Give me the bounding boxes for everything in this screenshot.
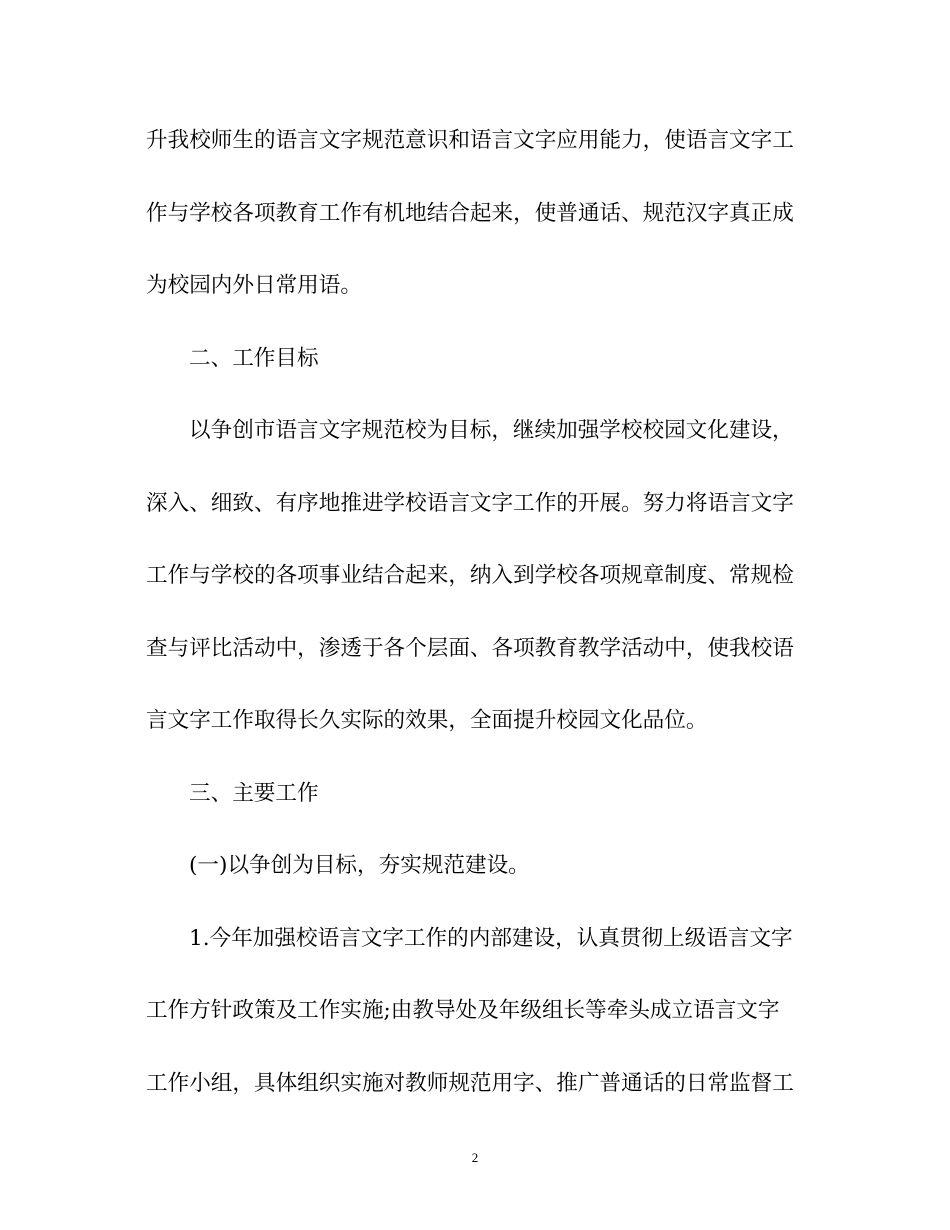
subsection-heading: (一)以争创为目标，夯实规范建设。 [189,853,530,878]
page-number: 2 [471,1150,479,1165]
text-line: 工作方针政策及工作实施;由教导处及年级组长等牵头成立语言文字 [146,998,780,1023]
section-heading: 二、工作目标 [189,345,319,371]
text-line: 为校园内外日常用语。 [146,273,362,298]
text-line: 以争创市语言文字规范校为目标，继续加强学校校园文化建设， [189,418,794,443]
text-line: 工作与学校的各项事业结合起来，纳入到学校各项规章制度、常规检 [146,563,794,588]
text-line: 查与评比活动中，渗透于各个层面、各项教育教学活动中，使我校语 [146,635,794,661]
body-text [146,118,806,1133]
text-line: 工作小组，具体组织实施对教师规范用字、推广普通话的日常监督工 [146,1070,794,1096]
text-line: 作与学校各项教育工作有机地结合起来，使普通话、规范汉字真正成 [146,200,794,226]
section-heading: 三、主要工作 [189,780,319,806]
text-line: 言文字工作取得长久实际的效果，全面提升校园文化品位。 [146,708,708,733]
text-line: 升我校师生的语言文字规范意识和语言文字应用能力，使语言文字工 [146,128,794,153]
text-line: 1.今年加强校语言文字工作的内部建设，认真贯彻上级语言文字 [189,925,793,951]
text-line: 深入、细致、有序地推进学校语言文字工作的开展。努力将语言文字 [146,490,794,516]
